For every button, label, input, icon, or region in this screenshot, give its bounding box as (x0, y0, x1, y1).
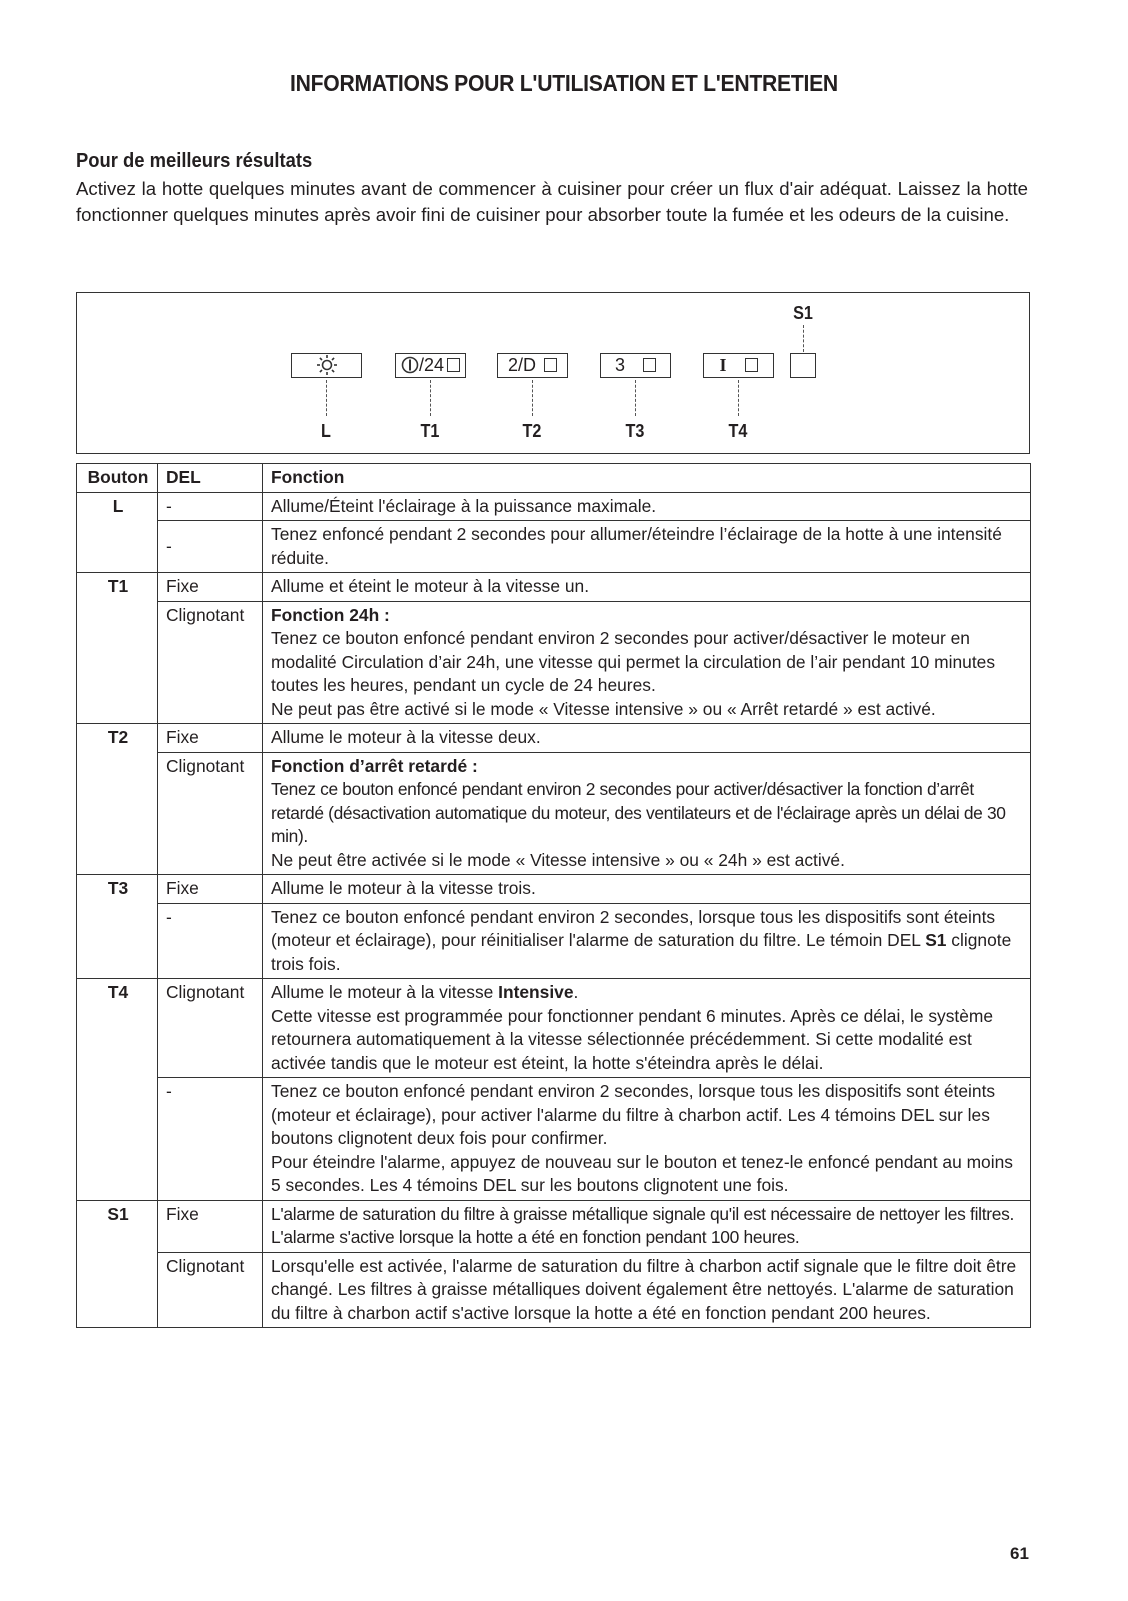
button-l (291, 353, 362, 378)
cell-del: Clignotant (158, 601, 263, 724)
tag-l: L (321, 421, 331, 441)
cell-fonction: Lorsqu'elle est activée, l'alarme de saturation du filtre à charbon actif signale que le filtre doit être changé. Les filtres à graisse métalliques doivent également être nettoyés. L'alarme de saturation du filtre à charbon actif s'active lorsque la hotte a été en fonction pendant 200 heures. (263, 1252, 1031, 1328)
leader-t4 (738, 380, 739, 416)
cell-bouton: L (77, 492, 158, 573)
table-row (77, 1252, 1031, 1328)
cell-fonction (263, 903, 1031, 979)
cell-bouton: T2 (77, 724, 158, 875)
cell-del: Fixe (158, 724, 263, 753)
tag-s1: S1 (793, 303, 813, 323)
fonction-tail: clignote trois fois. (271, 930, 1012, 974)
leader-t3 (635, 380, 636, 416)
page-number: 61 (1010, 1544, 1029, 1563)
cell-del: Fixe (158, 1200, 263, 1252)
cell-bouton: S1 (77, 1200, 158, 1328)
fonction-note: Ne peut pas être activé si le mode « Vitesse intensive » ou « Arrêt retardé » est activé. (271, 698, 936, 719)
cell-bouton: T4 (77, 979, 158, 1201)
cell-del: Fixe (158, 875, 263, 904)
button-t1 (395, 353, 466, 378)
button-t3-symbol: 3 (614, 355, 625, 375)
fonction-text: Tenez ce bouton enfoncé pendant environ 2 secondes, lorsque tous les dispositifs sont éteints (moteur et éclairage), pour réinitialiser l'alarme de saturation du filtre. Le témoin DEL (271, 906, 996, 950)
cell-del: Clignotant (158, 1252, 263, 1328)
cell-fonction: Allume le moteur à la vitesse deux. (263, 724, 1031, 753)
cell-bouton: T1 (77, 573, 158, 724)
cell-del: - (158, 1078, 263, 1201)
fonction-text: Tenez ce bouton enfoncé pendant environ 2 secondes pour activer/désactiver le moteur en modalité Circulation d’air 24h, une vitesse qui permet la circulation de l’air pendant 10 minutes toutes les heures, pendant un cycle de 24 heures. (271, 628, 996, 695)
led-square-t4 (745, 358, 758, 372)
table-row (77, 1078, 1031, 1201)
intro-paragraph: Activez la hotte quelques minutes avant de commencer à cuisiner pour créer un flux d'air adéquat. Laissez la hotte fonctionner quelques minutes après avoir fini de cuisiner pour absorber toute la fumée et les odeurs de la cuisine. (76, 178, 1028, 225)
cell-fonction (263, 979, 1031, 1078)
table-row (77, 1200, 1031, 1252)
fonction-inline-bold: Intensive (498, 982, 574, 1002)
cell-fonction: Allume/Éteint l'éclairage à la puissance maximale. (263, 492, 1031, 521)
functions-table (76, 463, 1031, 1328)
cell-fonction: Allume le moteur à la vitesse trois. (263, 875, 1031, 904)
leader-t2 (532, 380, 533, 416)
fonction-heading: Fonction 24h : (271, 604, 390, 625)
button-t4-symbol: I (719, 355, 727, 375)
cell-fonction: L'alarme de saturation du filtre à graisse métallique signale qu'il est nécessaire de nettoyer les filtres. L'alarme s'active lorsque la hotte a été en fonction pendant 100 heures. (263, 1200, 1031, 1252)
cell-del: - (158, 492, 263, 521)
table-row (77, 492, 1031, 521)
control-panel-diagram (76, 292, 1030, 454)
table-row (77, 903, 1031, 979)
power-icon (401, 356, 419, 374)
fonction-text: Allume le moteur à la vitesse (271, 982, 499, 1002)
leader-t1 (430, 380, 431, 416)
button-t2-symbol: 2/D (507, 355, 536, 375)
led-s1 (790, 353, 816, 378)
leader-s1 (803, 325, 804, 352)
cell-fonction: Allume et éteint le moteur à la vitesse un. (263, 573, 1031, 602)
table-row (77, 724, 1031, 753)
cell-fonction (263, 752, 1031, 875)
cell-fonction: Tenez enfoncé pendant 2 secondes pour allumer/éteindre l’éclairage de la hotte à une intensité réduite. (263, 521, 1031, 573)
button-t3 (600, 353, 671, 378)
page-title: INFORMATIONS POUR L'UTILISATION ET L'ENTRETIEN (290, 70, 838, 96)
cell-del: Clignotant (158, 752, 263, 875)
led-square-t2 (544, 358, 557, 372)
fonction-inline-bold: S1 (925, 930, 947, 950)
cell-fonction (263, 1078, 1031, 1201)
fonction-tail: . (573, 982, 579, 1002)
fonction-text: Tenez ce bouton enfoncé pendant environ 2 secondes, lorsque tous les dispositifs sont éteints (moteur et éclairage), pour activer l'alarme du filtre à charbon actif. Les 4 témoins DEL sur les boutons clignotent deux fois pour confirmer. (271, 1081, 996, 1148)
button-t4 (703, 353, 774, 378)
header-bouton: Bouton (77, 464, 158, 493)
cell-bouton: T3 (77, 875, 158, 979)
fonction-heading: Fonction d’arrêt retardé : (271, 755, 478, 776)
cell-del: - (158, 521, 263, 573)
tag-t3: T3 (625, 421, 645, 441)
table-row (77, 521, 1031, 573)
header-fonction: Fonction (263, 464, 1031, 493)
fonction-note: Pour éteindre l'alarme, appuyez de nouveau sur le bouton et tenez-le enfoncé pendant au moins 5 secondes. Les 4 témoins DEL sur les boutons clignotent une fois. (271, 1151, 1013, 1195)
table-row (77, 752, 1031, 875)
table-row (77, 601, 1031, 724)
fonction-text: Tenez ce bouton enfoncé pendant environ 2 secondes pour activer/désactiver la fonction d’arrêt retardé (désactivation automatique du moteur, des ventilateurs et de l'éclairage après un délai de 30 min). (271, 779, 1006, 846)
leader-l (326, 380, 327, 416)
table-row (77, 573, 1031, 602)
button-t1-symbol: /24 (418, 355, 445, 375)
cell-del: Fixe (158, 573, 263, 602)
fonction-note: Ne peut être activée si le mode « Vitesse intensive » ou « 24h » est activé. (271, 849, 845, 870)
tag-t1: T1 (420, 421, 440, 441)
table-row (77, 979, 1031, 1078)
cell-del: Clignotant (158, 979, 263, 1078)
cell-del: - (158, 903, 263, 979)
led-square-t1 (447, 358, 460, 372)
cell-fonction (263, 601, 1031, 724)
table-header-row (77, 464, 1031, 493)
header-del: DEL (158, 464, 263, 493)
button-t2 (497, 353, 568, 378)
light-icon (316, 354, 338, 376)
fonction-note: Cette vitesse est programmée pour fonctionner pendant 6 minutes. Après ce délai, le système retournera automatiquement à la vitesse sélectionnée précédemment. Si cette modalité est activée tandis que le moteur est éteint, la hotte s'éteindra après le délai. (271, 1005, 994, 1073)
led-square-t3 (643, 358, 656, 372)
tag-t2: T2 (522, 421, 542, 441)
table-row (77, 875, 1031, 904)
tag-t4: T4 (728, 421, 748, 441)
section-heading: Pour de meilleurs résultats (76, 150, 313, 172)
